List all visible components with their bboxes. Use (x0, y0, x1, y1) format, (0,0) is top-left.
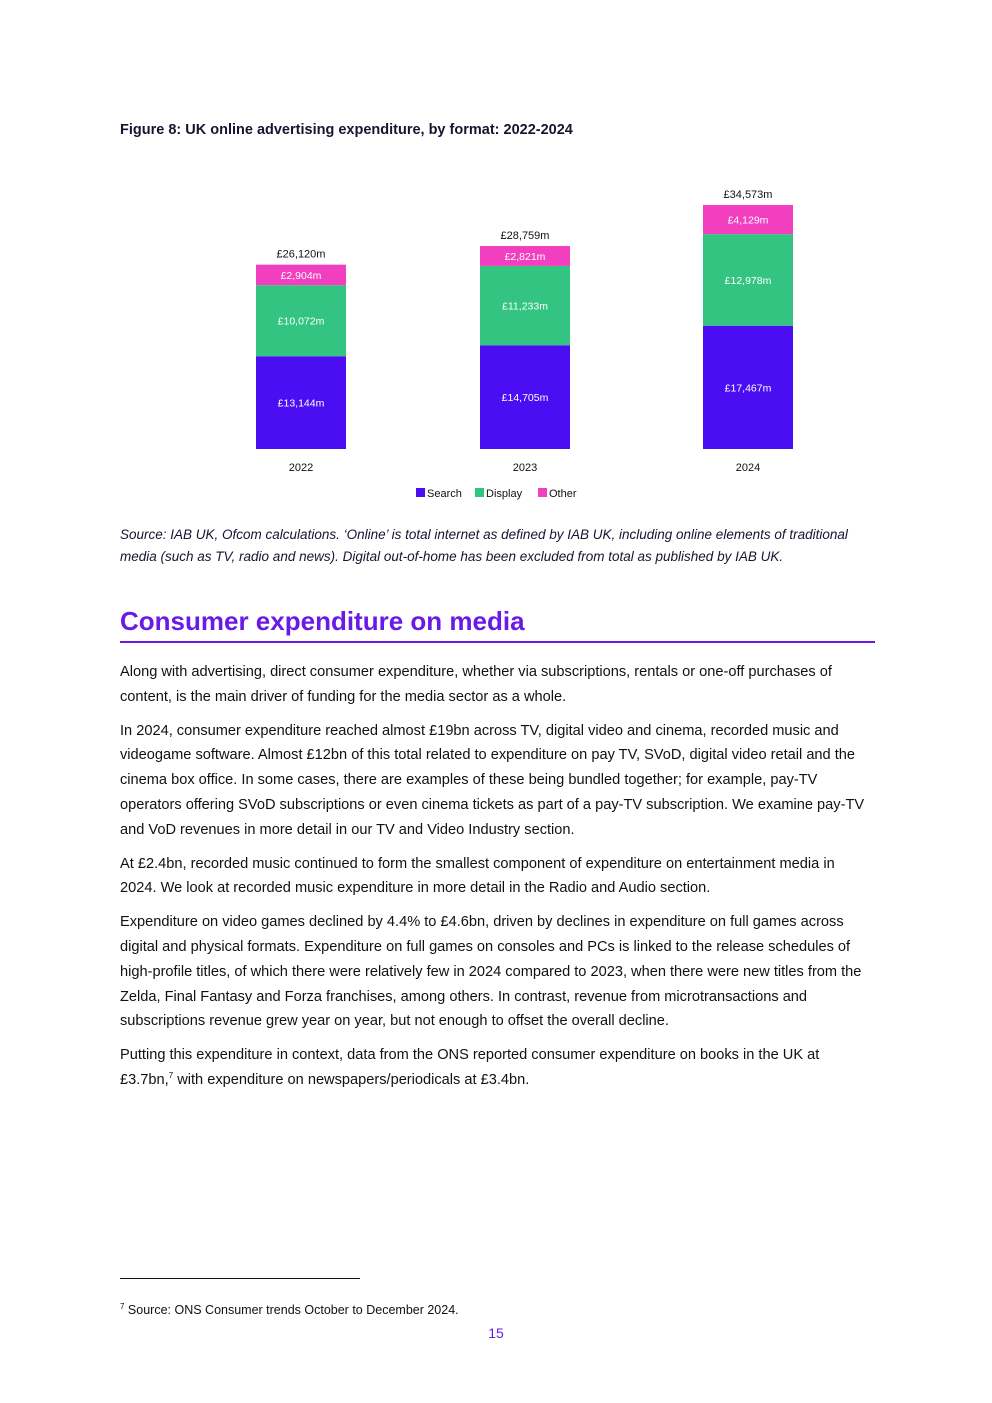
data-label-other-2024: £4,129m (727, 214, 769, 227)
data-label-display-2024: £12,978m (724, 274, 772, 287)
data-label-display-2023: £11,233m (502, 300, 548, 313)
total-label-2022: £26,120m (276, 248, 326, 261)
data-label-search-2022: £13,144m (277, 397, 325, 410)
paragraph-2: In 2024, consumer expenditure reached almost £19bn across TV, digital video and cinema, recorded music and videogame software. Almost £12bn of this total related to expenditure on pay TV, SVoD, digital video retail and the cinema box office. In some cases, there are examples of these being bundled together; for example, pay-TV operators offering SVoD subscriptions or even cinema tickets as part of a pay-TV subscription. We examine pay-TV and VoD revenues in more detail in our TV and Video Industry section. (120, 722, 865, 838)
footnote-divider (120, 1278, 360, 1279)
x-tick-label-2024: 2024 (735, 462, 761, 474)
data-label-other-2023: £2,821m (504, 250, 546, 263)
body-text (120, 660, 874, 1102)
section-heading: Consumer expenditure on media (120, 606, 875, 643)
paragraph-3: At £2.4bn, recorded music continued to form the smallest component of expenditure on entertainment media in 2024. We look at recorded music expenditure in more detail in the Radio and Audio section. (120, 855, 835, 897)
data-label-search-2024: £17,467m (724, 382, 772, 395)
page-number: 15 (488, 1325, 504, 1341)
footnote-number: 7 (120, 1301, 125, 1311)
total-label-2024: £34,573m (723, 188, 773, 201)
paragraph-5-text: Putting this expenditure in context, data from the ONS reported consumer expenditure on books in the UK at £3.7bn, (120, 1047, 820, 1088)
paragraph-5-text-end: with expenditure on newspapers/periodicals at £3.4bn. (173, 1071, 530, 1088)
legend-label-other: Other (549, 488, 577, 500)
legend-label-search: Search (427, 488, 462, 500)
legend-swatch-search (416, 488, 425, 497)
data-label-display-2022: £10,072m (277, 315, 325, 328)
data-label-other-2022: £2,904m (280, 269, 322, 282)
figure-source-note: Source: IAB UK, Ofcom calculations. ‘Online’ is total internet as defined by IAB UK, including online elements of traditional media (such as TV, radio and news). Digital out-of-home has been excluded from total as published by IAB UK. (120, 527, 848, 564)
legend-swatch-display (475, 488, 484, 497)
paragraph-1: Along with advertising, direct consumer expenditure, whether via subscriptions, rentals or one-off purchases of content, is the main driver of funding for the media sector as a whole. (120, 664, 832, 705)
paragraph-5 (120, 1043, 874, 1093)
figure-title: Figure 8: UK online advertising expenditure, by format: 2022-2024 (120, 122, 573, 138)
legend-swatch-other (538, 488, 547, 497)
footnote-reference[interactable]: 7 (168, 1071, 174, 1081)
legend-label-display: Display (486, 488, 523, 500)
paragraph-4: Expenditure on video games declined by 4.4% to £4.6bn, driven by declines in expenditure on full games across digital and physical formats. Expenditure on full games on consoles and PCs is linked to the release schedules of high-profile titles, of which there were relatively few in 2024 compared to 2023, when there were new titles from the Zelda, Final Fantasy and Forza franchises, among others. In contrast, revenue from microtransactions and subscriptions revenue grew year on year, but not enough to offset the overall decline. (120, 914, 862, 1030)
x-tick-label-2023: 2023 (512, 462, 538, 474)
x-tick-label-2022: 2022 (288, 462, 314, 474)
stacked-bar-chart (0, 170, 992, 515)
total-label-2023: £28,759m (500, 230, 550, 243)
footnote-text: Source: ONS Consumer trends October to December 2024. (124, 1303, 459, 1317)
footnote (120, 1303, 459, 1317)
data-label-search-2023: £14,705m (501, 392, 549, 405)
